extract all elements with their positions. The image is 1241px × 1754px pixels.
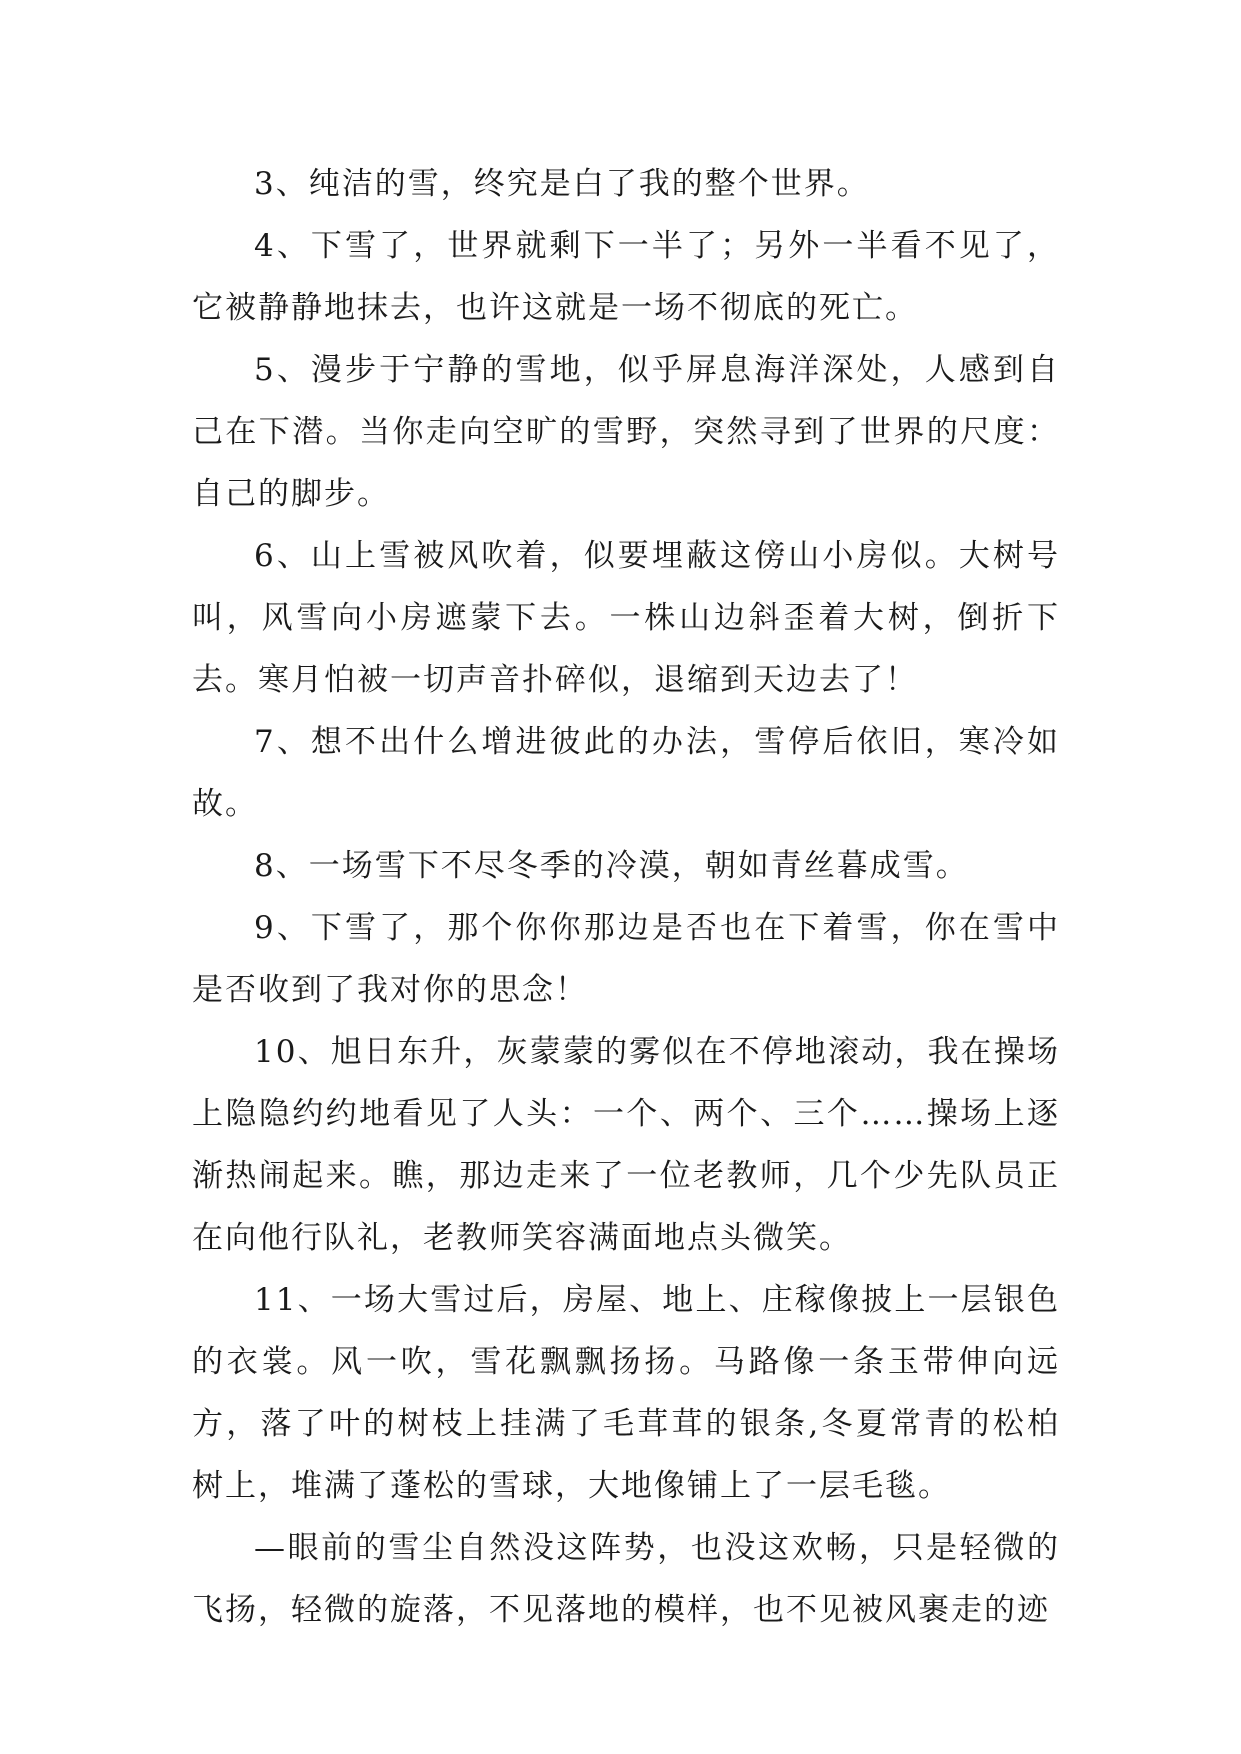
paragraph-8: 8、一场雪下不尽冬季的冷漠，朝如青丝暮成雪。: [254, 848, 969, 884]
paragraph-9: 9、下雪了，那个你你那边是否也在下着雪，你在雪中是否收到了我对你的思念！: [192, 910, 1060, 1008]
paragraph-continuation: —眼前的雪尘自然没这阵势，也没这欢畅，只是轻微的飞扬，轻微的旋落，不见落地的模样，也不见被风裹走的迹: [192, 1530, 1060, 1628]
paragraph-5: 5、漫步于宁静的雪地，似乎屏息海洋深处，人感到自己在下潜。当你走向空旷的雪野，突然寻到了世界的尺度：自己的脚步。: [192, 352, 1060, 512]
paragraph-7: 7、想不出什么增进彼此的办法，雪停后依旧，寒冷如故。: [192, 724, 1060, 822]
paragraph-11: 11、一场大雪过后，房屋、地上、庄稼像披上一层银色的衣裳。风一吹，雪花飘飘扬扬。马路像一条玉带伸向远方，落了叶的树枝上挂满了毛茸茸的银条,冬夏常青的松柏树上，堆满了蓬松的雪球，大地像铺上了一层毛毯。: [192, 1282, 1060, 1504]
paragraph-3: 3、纯洁的雪，终究是白了我的整个世界。: [254, 166, 870, 202]
document-body: [192, 153, 1060, 1641]
paragraph-6: 6、山上雪被风吹着，似要埋蔽这傍山小房似。大树号叫，风雪向小房遮蒙下去。一株山边斜歪着大树，倒折下去。寒月怕被一切声音扑碎似，退缩到天边去了！: [192, 538, 1060, 698]
paragraph-4: 4、下雪了，世界就剩下一半了；另外一半看不见了，它被静静地抹去，也许这就是一场不彻底的死亡。: [192, 228, 1060, 326]
paragraph-10: 10、旭日东升，灰蒙蒙的雾似在不停地滚动，我在操场上隐隐约约地看见了人头：一个、两个、三个……操场上逐渐热闹起来。瞧，那边走来了一位老教师，几个少先队员正在向他行队礼，老教师笑容满面地点头微笑。: [192, 1034, 1060, 1256]
